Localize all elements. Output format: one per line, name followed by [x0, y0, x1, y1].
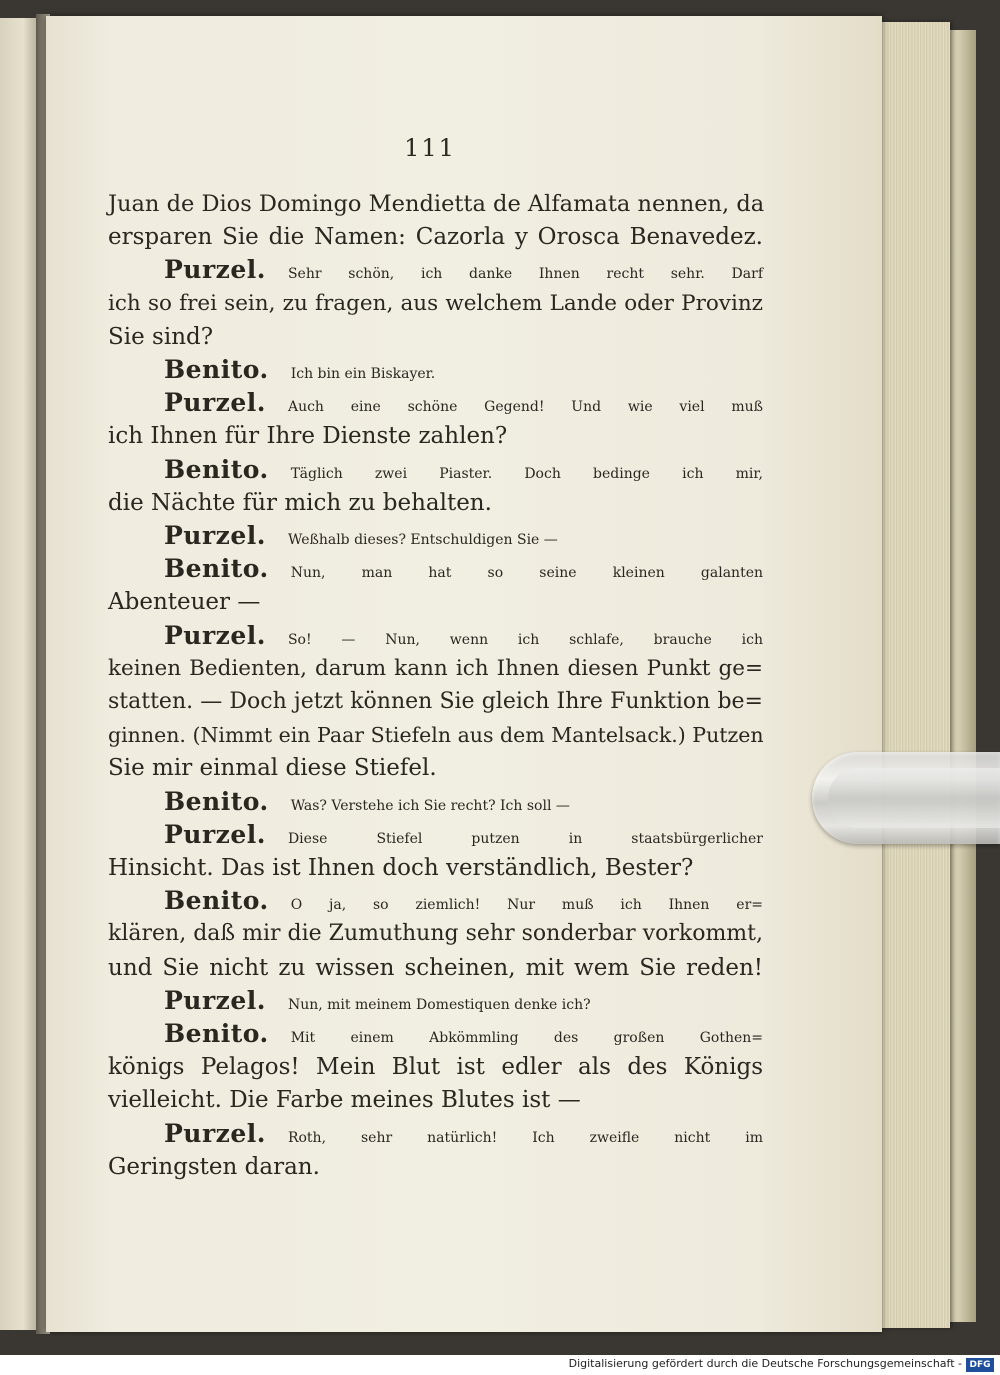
line-text: Diese Stiefel putzen in staatsbürgerlicher: [287, 830, 763, 847]
page-number: 111: [404, 134, 456, 162]
text-line: [108, 288, 763, 320]
line-text: ich so frei sein, zu fragen, aus welchem Lande oder Provinz: [108, 290, 763, 316]
text-line: [108, 885, 763, 917]
line-text: Weßhalb dieses? Entschuldigen Sie —: [287, 532, 558, 548]
line-text: Sie sind?: [108, 323, 214, 350]
text-line: [108, 553, 763, 585]
line-text: Nun, man hat so seine kleinen galanten: [290, 565, 763, 582]
speaker-name: Benito.: [164, 886, 269, 916]
text-line: [108, 1118, 763, 1150]
line-text: Täglich zwei Piaster. Doch bedinge ich mir,: [290, 465, 763, 482]
speaker-name: Benito.: [164, 454, 269, 484]
line-text: O ja, so ziemlich! Nur muß ich Ihnen er=: [290, 897, 763, 914]
line-text: So! — Nun, wenn ich schlafe, brauche ich: [287, 631, 763, 648]
page-fore-edge: [878, 22, 950, 1328]
text-line: [108, 420, 507, 452]
text-line: [108, 254, 763, 286]
text-line: [108, 354, 763, 386]
line-text: königs Pelagos! Mein Blut ist edler als des Königs: [108, 1054, 763, 1081]
text-line: [108, 686, 763, 718]
line-text: Was? Verstehe ich Sie recht? Ich soll —: [290, 797, 570, 814]
funding-credit: Digitalisierung gefördert durch die Deutsche Forschungsgemeinschaft -: [568, 1357, 962, 1370]
text-line: [108, 620, 763, 652]
text-line: [108, 321, 213, 353]
digitization-footer: [0, 1355, 1000, 1375]
line-text: ich Ihnen für Ihre Dienste zahlen?: [108, 423, 508, 450]
text-line: [108, 520, 763, 552]
speaker-name: Benito.: [164, 554, 269, 584]
speaker-name: Purzel.: [164, 620, 266, 650]
glass-page-clip-highlight: [828, 768, 1000, 828]
line-text: ersparen Sie die Namen: Cazorla y Orosca Benavedez.: [108, 224, 763, 251]
text-line: [108, 786, 763, 818]
line-text: klären, daß mir die Zumuthung sehr sonderbar vorkommt,: [108, 921, 763, 947]
speaker-name: Purzel.: [164, 521, 266, 550]
line-text: Ich bin ein Biskayer.: [290, 366, 436, 382]
text-line: [108, 719, 763, 751]
line-text: Roth, sehr natürlich! Ich zweifle nicht im: [287, 1129, 763, 1146]
text-line: [108, 1018, 763, 1050]
speaker-name: Benito.: [164, 355, 269, 384]
text-line: [108, 387, 763, 419]
speaker-name: Benito.: [164, 1019, 269, 1048]
line-text: statten. — Doch jetzt können Sie gleich Ihre Funktion be=: [108, 689, 763, 714]
line-text: Sehr schön, ich danke Ihnen recht sehr. Darf: [287, 266, 763, 283]
speaker-name: Benito.: [164, 786, 269, 816]
text-line: [108, 653, 763, 685]
speaker-name: Purzel.: [164, 1118, 266, 1148]
text-line: [108, 1151, 320, 1183]
line-text: die Nächte für mich zu behalten.: [108, 489, 492, 516]
dfg-logo: DFG: [966, 1358, 994, 1372]
text-line: [108, 852, 693, 884]
text-line: [108, 221, 763, 253]
line-text: keinen Bedienten, darum kann ich Ihnen diesen Punkt ge=: [108, 655, 763, 681]
speaker-name: Purzel.: [164, 985, 266, 1015]
line-text: Abenteuer —: [108, 589, 261, 616]
line-text: Geringsten daran.: [108, 1153, 320, 1180]
speaker-name: Purzel.: [164, 819, 266, 849]
text-line: [108, 952, 763, 984]
line-text: Hinsicht. Das ist Ihnen doch verständlich, Bester?: [108, 855, 694, 881]
text-line: [108, 752, 437, 784]
text-line: [108, 586, 260, 618]
line-text: ginnen. (Nimmt ein Paar Stiefeln aus dem Mantelsack.) Putzen: [108, 723, 764, 748]
text-line: [108, 819, 763, 851]
line-text: Sie mir einmal diese Stiefel.: [108, 755, 437, 782]
speaker-name: Purzel.: [164, 255, 266, 285]
line-text: vielleicht. Die Farbe meines Blutes ist —: [108, 1087, 581, 1114]
line-text: Auch eine schöne Gegend! Und wie viel muß: [287, 399, 763, 416]
speaker-name: Purzel.: [164, 388, 266, 418]
text-line: [108, 1051, 763, 1083]
book-cover-edge: [946, 30, 976, 1322]
text-line: [108, 918, 763, 950]
text-line: [108, 1084, 581, 1116]
text-line: [108, 487, 492, 519]
line-text: Nun, mit meinem Domestiquen denke ich?: [287, 996, 591, 1013]
text-line: [108, 454, 763, 486]
line-text: Juan de Dios Domingo Mendietta de Alfamata nennen, da: [108, 191, 765, 217]
text-line: [108, 985, 763, 1017]
text-line: [108, 188, 763, 220]
line-text: und Sie nicht zu wissen scheinen, mit wem Sie reden!: [108, 954, 763, 981]
line-text: Mit einem Abkömmling des großen Gothen=: [290, 1030, 763, 1046]
